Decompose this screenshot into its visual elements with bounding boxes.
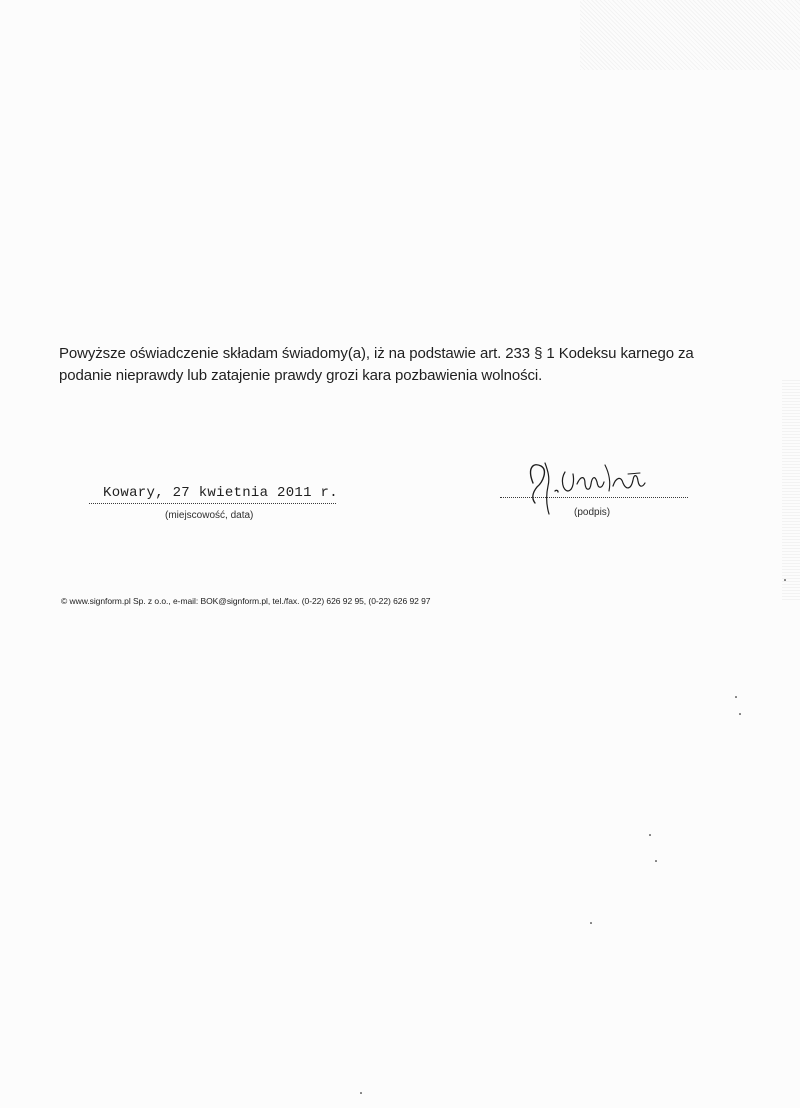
footer-copyright-note: © www.signform.pl Sp. z o.o., e-mail: BOK@signform.pl, tel./fax. (0-22) 626 92 95, (0-22) 626 92 97 — [61, 596, 431, 606]
scan-speck — [784, 579, 786, 581]
place-date-line — [89, 503, 336, 504]
scan-speck — [590, 922, 592, 924]
scan-speck — [735, 696, 737, 698]
scan-speck — [649, 834, 651, 836]
scan-speck — [739, 713, 741, 715]
scan-shade-top — [580, 0, 800, 70]
scan-speck — [655, 860, 657, 862]
place-date-caption: (miejscowość, data) — [165, 510, 254, 521]
place-date-value: Kowary, 27 kwietnia 2011 r. — [103, 485, 338, 501]
declaration-statement: Powyższe oświadczenie składam świadomy(a), iż na podstawie art. 233 § 1 Kodeksu karnego za podanie nieprawdy lub zatajenie prawdy grozi kara pozbawienia wolności. — [59, 345, 694, 384]
scan-shade-right — [782, 380, 800, 600]
signature-line — [500, 497, 688, 498]
scan-speck — [360, 1092, 362, 1094]
signature-caption: (podpis) — [574, 507, 611, 518]
